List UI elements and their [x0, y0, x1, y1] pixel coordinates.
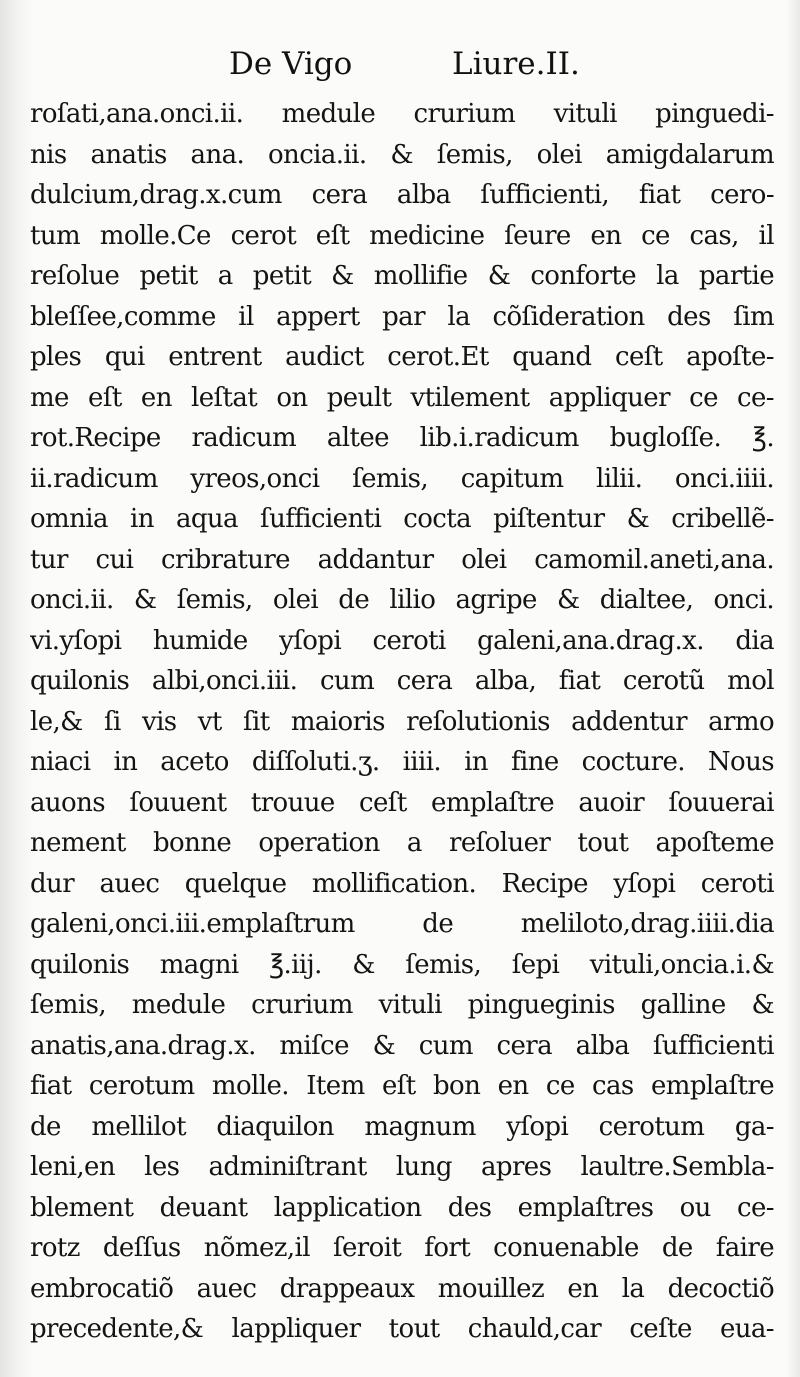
- text-line: quilonis albi,onci.iii. cum cera alba, fiat cerotũ mol: [30, 666, 774, 696]
- text-line: quilonis magni ℥.iij. & ſemis, ſepi vituli,oncia.i.&: [30, 949, 774, 980]
- text-line: nement bonne operation a reſoluer tout apoſteme: [30, 828, 774, 858]
- text-line: precedente,& lappliquer tout chauld,car ceſte eua-: [30, 1314, 774, 1344]
- text-line: nis anatis ana. oncia.ii. & ſemis, olei amigdalarum: [30, 139, 774, 170]
- text-line: blement deuant lapplication des emplaſtres ou ce-: [30, 1192, 774, 1223]
- text-line: leni,en les adminiſtrant lung apres laultre.Sembla-: [30, 1152, 774, 1182]
- text-line: fiat cerotum molle. Item eſt bon en ce cas emplaſtre: [30, 1071, 774, 1101]
- text-line: me eſt en leſtat on peult vtilement appliquer ce ce-: [30, 382, 774, 413]
- text-line: embrocatiõ auec drappeaux mouillez en la decoctiõ: [30, 1273, 774, 1304]
- text-line: roſati,ana.onci.ii. medule crurium vituli pinguedi-: [30, 99, 774, 129]
- running-head-book: Liure.II.: [452, 46, 580, 82]
- running-head: [0, 46, 800, 94]
- text-line: rot.Recipe radicum altee lib.i.radicum bugloſſe. ℥.: [30, 423, 774, 453]
- text-line: ples qui entrent audict cerot.Et quand ceſt apoſte-: [30, 342, 774, 372]
- text-line: galeni,onci.iii.emplaſtrum de meliloto,drag.iiii.dia: [30, 909, 774, 939]
- text-line: reſolue petit a petit & mollifie & conforte la partie: [30, 261, 774, 291]
- text-line: ſemis, medule crurium vituli pingueginis galline &: [30, 990, 774, 1020]
- running-head-author: De Vigo: [229, 46, 353, 82]
- text-line: de mellilot diaquilon magnum yſopi cerotum ga-: [30, 1111, 774, 1142]
- text-line: omnia in aqua ſufficienti cocta piſtentur & cribellẽ-: [30, 504, 774, 534]
- text-line: bleſſee,comme il appert par la cõſideration des ſim: [30, 301, 774, 332]
- gutter-shadow: [786, 0, 800, 1377]
- text-line: le,& ſi vis vt ſit maioris reſolutionis addentur armo: [30, 706, 774, 737]
- text-line: auons ſouuent trouue ceſt emplaſtre auoir ſouuerai: [30, 787, 774, 818]
- text-line: tum molle.Ce cerot eſt medicine ſeure en ce cas, il: [30, 220, 774, 251]
- text-line: ii.radicum yreos,onci ſemis, capitum lilii. onci.iiii.: [30, 463, 774, 494]
- text-line: dur auec quelque mollification. Recipe yſopi ceroti: [30, 868, 774, 899]
- text-line: onci.ii. & ſemis, olei de lilio agripe & dialtee, onci.: [30, 585, 774, 615]
- page-edge-shadow: [0, 0, 34, 1377]
- text-line: dulcium,drag.x.cum cera alba ſufficienti, fiat cero-: [30, 180, 774, 210]
- text-line: tur cui cribrature addantur olei camomil.aneti,ana.: [30, 544, 774, 575]
- body-text: [30, 94, 774, 1350]
- text-line: rotz deſſus nõmez,il ſeroit fort conuenable de faire: [30, 1233, 774, 1263]
- text-line: vi.yſopi humide yſopi ceroti galeni,ana.drag.x. dia: [30, 625, 774, 656]
- text-line: niaci in aceto diſſoluti.ʒ. iiii. in fine cocture. Nous: [30, 747, 774, 777]
- text-line: anatis,ana.drag.x. miſce & cum cera alba ſufficienti: [30, 1030, 774, 1061]
